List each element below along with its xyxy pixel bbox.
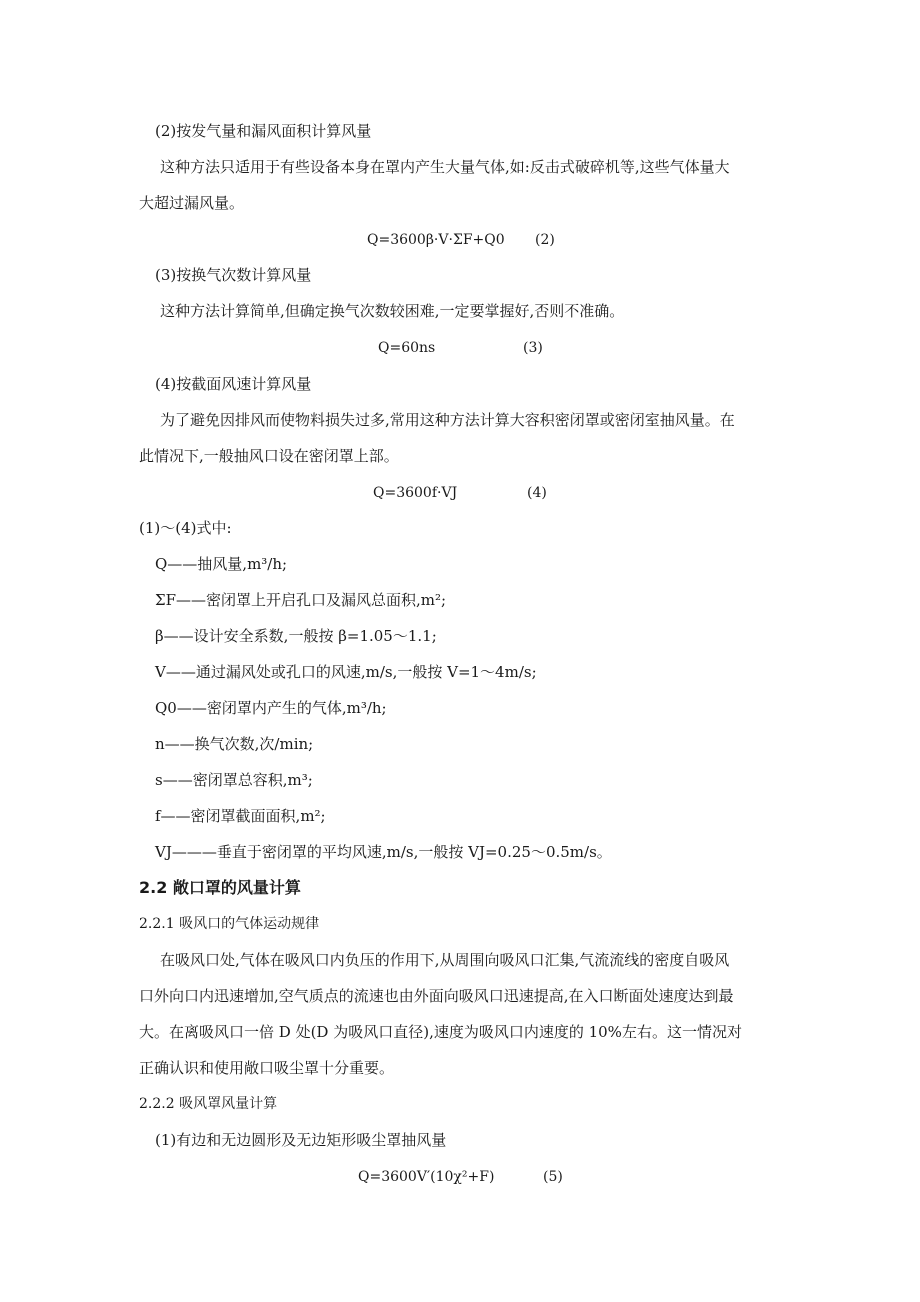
section-heading-2-2-1: 2.2.1 吸风口的气体运动规律 bbox=[139, 916, 320, 932]
definition-sigma-f: ΣF——密闭罩上开启孔口及漏风总面积,m²; bbox=[155, 591, 447, 609]
equation-2: Q=3600β·V·ΣF+Q0 bbox=[367, 232, 505, 248]
equation-3-number: (3) bbox=[523, 340, 543, 356]
definition-f: f——密闭罩截面面积,m²; bbox=[155, 807, 326, 825]
paragraph-2-2-1-line2: 口外向口内迅速增加,空气质点的流速也由外面向吸风口迅速提高,在入口断面处速度达到最 bbox=[139, 987, 734, 1005]
item3-title: (3)按换气次数计算风量 bbox=[155, 266, 312, 284]
item4-paragraph-line1: 为了避免因排风而使物料损失过多,常用这种方法计算大容积密闭罩或密闭室抽风量。在 bbox=[160, 411, 735, 429]
definition-beta: β——设计安全系数,一般按 β=1.05～1.1; bbox=[155, 627, 437, 645]
equation-5: Q=3600V′(10χ²+F) bbox=[358, 1169, 495, 1185]
definition-q: Q——抽风量,m³/h; bbox=[155, 555, 288, 573]
definition-n: n——换气次数,次/min; bbox=[155, 735, 314, 753]
item3-paragraph: 这种方法计算简单,但确定换气次数较困难,一定要掌握好,否则不准确。 bbox=[160, 302, 625, 320]
equation-4: Q=3600f·VJ bbox=[373, 485, 458, 501]
paragraph-2-2-1-line1: 在吸风口处,气体在吸风口内负压的作用下,从周围向吸风口汇集,气流流线的密度自吸风 bbox=[160, 951, 730, 969]
item2-paragraph-line1: 这种方法只适用于有些设备本身在罩内产生大量气体,如:反击式破碎机等,这些气体量大 bbox=[160, 158, 730, 176]
equation-5-number: (5) bbox=[543, 1169, 563, 1185]
item4-paragraph-line2: 此情况下,一般抽风口设在密闭罩上部。 bbox=[139, 447, 399, 465]
equation-2-number: (2) bbox=[535, 232, 555, 248]
item4-title: (4)按截面风速计算风量 bbox=[155, 375, 312, 393]
item2-title: (2)按发气量和漏风面积计算风量 bbox=[155, 122, 372, 140]
section-heading-2-2-2: 2.2.2 吸风罩风量计算 bbox=[139, 1096, 278, 1112]
paragraph-2-2-1-line3: 大。在离吸风口一倍 D 处(D 为吸风口直径),速度为吸风口内速度的 10%左右。这一情况对 bbox=[139, 1023, 742, 1041]
where-clause: (1)～(4)式中: bbox=[139, 519, 232, 537]
section-heading-2-2: 2.2 敞口罩的风量计算 bbox=[139, 878, 301, 897]
definition-q0: Q0——密闭罩内产生的气体,m³/h; bbox=[155, 699, 387, 717]
definition-s: s——密闭罩总容积,m³; bbox=[155, 771, 313, 789]
equation-4-number: (4) bbox=[527, 485, 547, 501]
item1-title: (1)有边和无边圆形及无边矩形吸尘罩抽风量 bbox=[155, 1131, 447, 1149]
definition-vj: VJ———垂直于密闭罩的平均风速,m/s,一般按 VJ=0.25～0.5m/s。 bbox=[155, 843, 612, 861]
definition-v: V——通过漏风处或孔口的风速,m/s,一般按 V=1～4m/s; bbox=[155, 663, 537, 681]
item2-paragraph-line2: 大超过漏风量。 bbox=[139, 194, 245, 212]
equation-3: Q=60ns bbox=[378, 340, 436, 356]
paragraph-2-2-1-line4: 正确认识和使用敞口吸尘罩十分重要。 bbox=[139, 1059, 395, 1077]
